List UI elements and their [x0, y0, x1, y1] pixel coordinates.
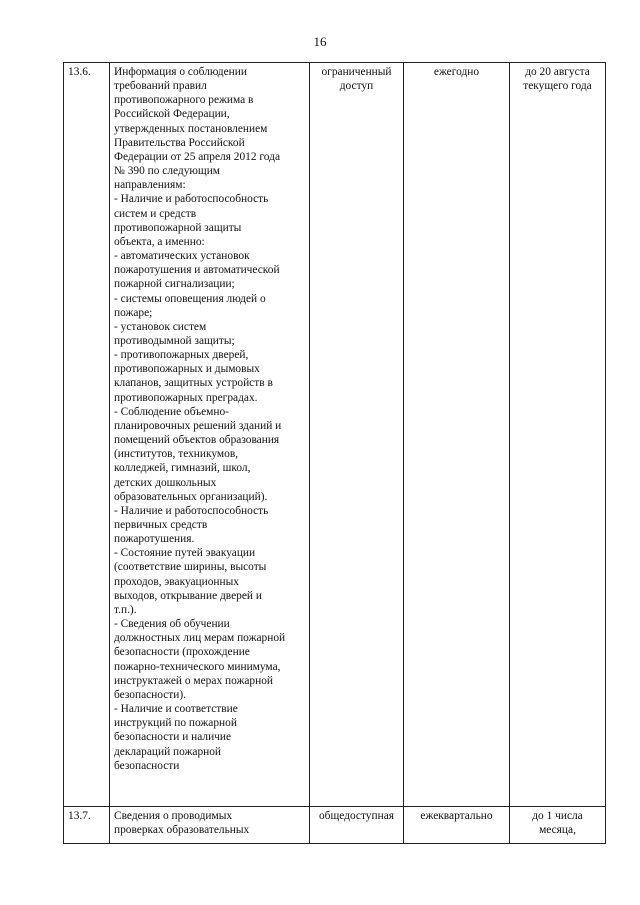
- text-line: противопожарного режима в: [114, 94, 254, 107]
- document-table: [63, 62, 606, 844]
- text-line: систем и средств: [114, 207, 197, 220]
- text-line: безопасности).: [114, 688, 187, 701]
- text-line: - Наличие и работоспособность: [114, 193, 269, 206]
- text-line: Сведения о проводимых: [114, 810, 233, 822]
- text-line: Российской Федерации,: [114, 108, 230, 121]
- text-line: противодымной защиты;: [114, 334, 235, 347]
- text-line: противопожарных преградах.: [114, 391, 258, 404]
- text-line: направлениям:: [114, 179, 186, 192]
- text-line: Информация о соблюдении: [114, 66, 247, 78]
- text-line: - Соблюдение объемно-: [114, 405, 229, 418]
- text-line: первичных средств: [114, 519, 208, 531]
- text-line: пожаротушения и автоматической: [114, 264, 280, 277]
- text-line: (институтов, техникумов,: [114, 448, 239, 461]
- text-line: ежеквартально: [420, 810, 493, 822]
- text-line: - Наличие и работоспособность: [114, 504, 269, 517]
- text-line: Правительства Российской: [114, 136, 245, 149]
- text-line: общедоступная: [318, 810, 394, 822]
- text-line: до 1 числа: [532, 810, 583, 822]
- table-row-13-6: [64, 63, 606, 807]
- text-line: противопожарной защиты: [114, 221, 242, 234]
- text-line: текущего года: [523, 80, 592, 93]
- text-line: образовательных организаций).: [114, 490, 268, 503]
- row-number: 13.7.: [64, 807, 110, 844]
- text-line: объекта, а именно:: [114, 235, 205, 248]
- text-line: колледжей, гимназий, школ,: [114, 462, 251, 475]
- text-line: безопасности и наличие: [114, 731, 232, 744]
- text-line: № 390 по следующим: [114, 165, 221, 178]
- deadline: [510, 63, 606, 807]
- access-level: [310, 63, 404, 807]
- text-line: пожаротушения.: [114, 533, 195, 546]
- text-line: помещений объектов образования: [114, 434, 280, 447]
- text-line: детских дошкольных: [114, 476, 217, 489]
- text-line: ограниченный: [321, 66, 392, 78]
- table-row-13-7: [64, 807, 606, 844]
- text-line: до 20 августа: [525, 66, 590, 78]
- text-line: проверках образовательных: [114, 824, 250, 837]
- access-level: [310, 807, 404, 844]
- text-line: - Сведения об обучении: [114, 618, 230, 631]
- text-line: (соответствие ширины, высоты: [114, 561, 267, 574]
- text-line: - установок систем: [114, 320, 207, 333]
- text-line: инструкций по пожарной: [114, 717, 237, 730]
- text-line: - противопожарных дверей,: [114, 349, 249, 362]
- text-line: т.п.).: [114, 603, 137, 616]
- frequency: [404, 63, 510, 807]
- text-line: ежегодно: [433, 66, 480, 78]
- text-line: пожарно-технического минимума,: [114, 660, 281, 673]
- text-line: пожарной сигнализации;: [114, 278, 235, 291]
- frequency: [404, 807, 510, 844]
- text-line: месяца,: [539, 824, 576, 837]
- text-line: утвержденных постановлением: [114, 122, 268, 135]
- text-line: инструктажей о мерах пожарной: [114, 674, 273, 687]
- deadline: [510, 807, 606, 844]
- text-line: клапанов, защитных устройств в: [114, 377, 273, 390]
- text-line: - Наличие и соответствие: [114, 703, 238, 716]
- text-line: должностных лиц мерам пожарной: [114, 632, 286, 645]
- text-line: выходов, открывание дверей и: [114, 589, 262, 602]
- text-line: планировочных решений зданий и: [114, 419, 282, 432]
- text-line: пожаре;: [114, 306, 153, 319]
- text-line: требований правил: [114, 80, 207, 93]
- text-line: - системы оповещения людей о: [114, 292, 266, 305]
- text-line: безопасности: [114, 759, 180, 772]
- text-line: безопасности (прохождение: [114, 646, 250, 659]
- text-line: - автоматических установок: [114, 250, 250, 263]
- requirement-description: [110, 63, 310, 807]
- text-line: - Состояние путей эвакуации: [114, 547, 256, 560]
- text-line: доступ: [339, 80, 374, 93]
- text-line: Федерации от 25 апреля 2012 года: [114, 150, 281, 163]
- requirement-description: [110, 807, 310, 844]
- page-number: 16: [313, 34, 327, 49]
- text-line: деклараций пожарной: [114, 745, 222, 758]
- text-line: проходов, эвакуационных: [114, 575, 239, 588]
- row-number: 13.6.: [64, 63, 110, 807]
- text-line: противопожарных и дымовых: [114, 363, 260, 376]
